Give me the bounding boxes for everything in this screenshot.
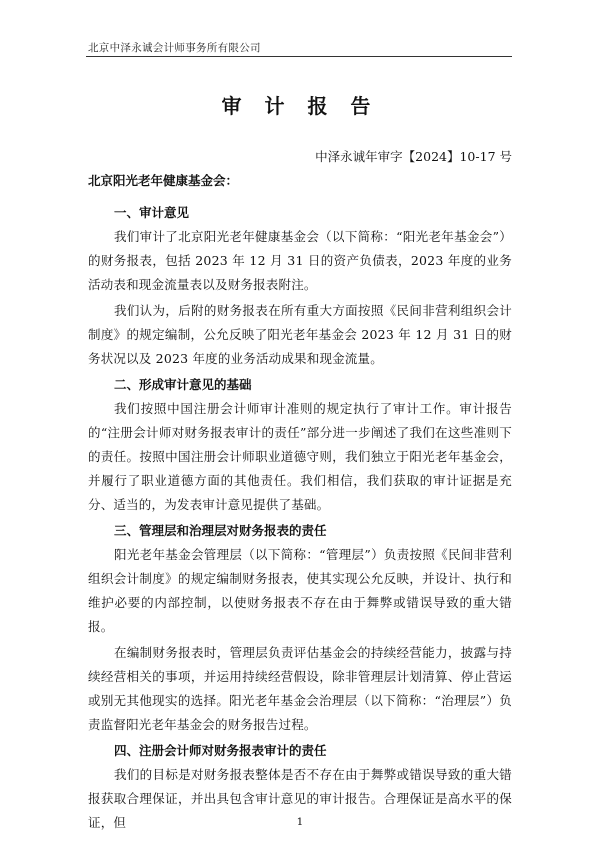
- section-heading: 四、注册会计师对财务报表审计的责任: [114, 743, 327, 758]
- section-basis-for-opinion: [88, 373, 512, 517]
- addressee: 北京阳光老年健康基金会：: [88, 173, 239, 188]
- section-management-responsibility: [88, 519, 512, 737]
- section-heading: 一、审计意见: [114, 205, 190, 220]
- header-rule: [86, 56, 512, 57]
- firm-name-header: 北京中泽永诚会计师事务所有限公司: [88, 42, 261, 54]
- paragraph: 在编制财务报表时，管理层负责评估基金会的持续经营能力，披露与持续经营相关的事项，并运用持续经营假设，除非管理层计划清算、停止营运或别无其他现实的选择。阳光老年基金会治理层（以下简称：“治理层”）负责监督阳光老年基金会的财务报告过程。: [88, 645, 512, 732]
- section-audit-opinion: [88, 201, 512, 371]
- document-number: 中泽永诚年审字【2024】10-17 号: [315, 149, 512, 164]
- paragraph: 我们的目标是对财务报表整体是否不存在由于舞弊或错误导致的重大错报获取合理保证，并出具包含审计意见的审计报告。合理保证是高水平的保证，但: [88, 767, 512, 830]
- section-heading: 三、管理层和治理层对财务报表的责任: [114, 523, 327, 538]
- section-heading: 二、形成审计意见的基础: [114, 377, 252, 392]
- paragraph: 我们认为，后附的财务报表在所有重大方面按照《民间非营利组织会计制度》的规定编制，公允反映了阳光老年基金会 2023 年 12 月 31 日的财务状况以及 2023 年度的业务活动成果和现金流量。: [88, 303, 512, 366]
- page-number: 1: [296, 816, 304, 828]
- paragraph: 我们按照中国注册会计师审计准则的规定执行了审计工作。审计报告的“注册会计师对财务报表审计的责任”部分进一步阐述了我们在这些准则下的责任。按照中国注册会计师职业道德守则，我们独立于阳光老年基金会，并履行了职业道德方面的其他责任。我们相信，我们获取的审计证据是充分、适当的，为发表审计意见提供了基础。: [88, 401, 512, 512]
- paragraph: 我们审计了北京阳光老年健康基金会（以下简称：“阳光老年基金会”）的财务报表，包括 2023 年 12 月 31 日的资产负债表，2023 年度的业务活动表和现金流量表以及财务报表附注。: [88, 229, 512, 292]
- report-body: [88, 201, 512, 837]
- paragraph: 阳光老年基金会管理层（以下简称：“管理层”）负责按照《民间非营利组织会计制度》的规定编制财务报表，使其实现公允反映，并设计、执行和维护必要的内部控制，以使财务报表不存在由于舞弊或错误导致的重大错报。: [88, 547, 512, 634]
- report-title: 审 计 报 告: [221, 94, 379, 118]
